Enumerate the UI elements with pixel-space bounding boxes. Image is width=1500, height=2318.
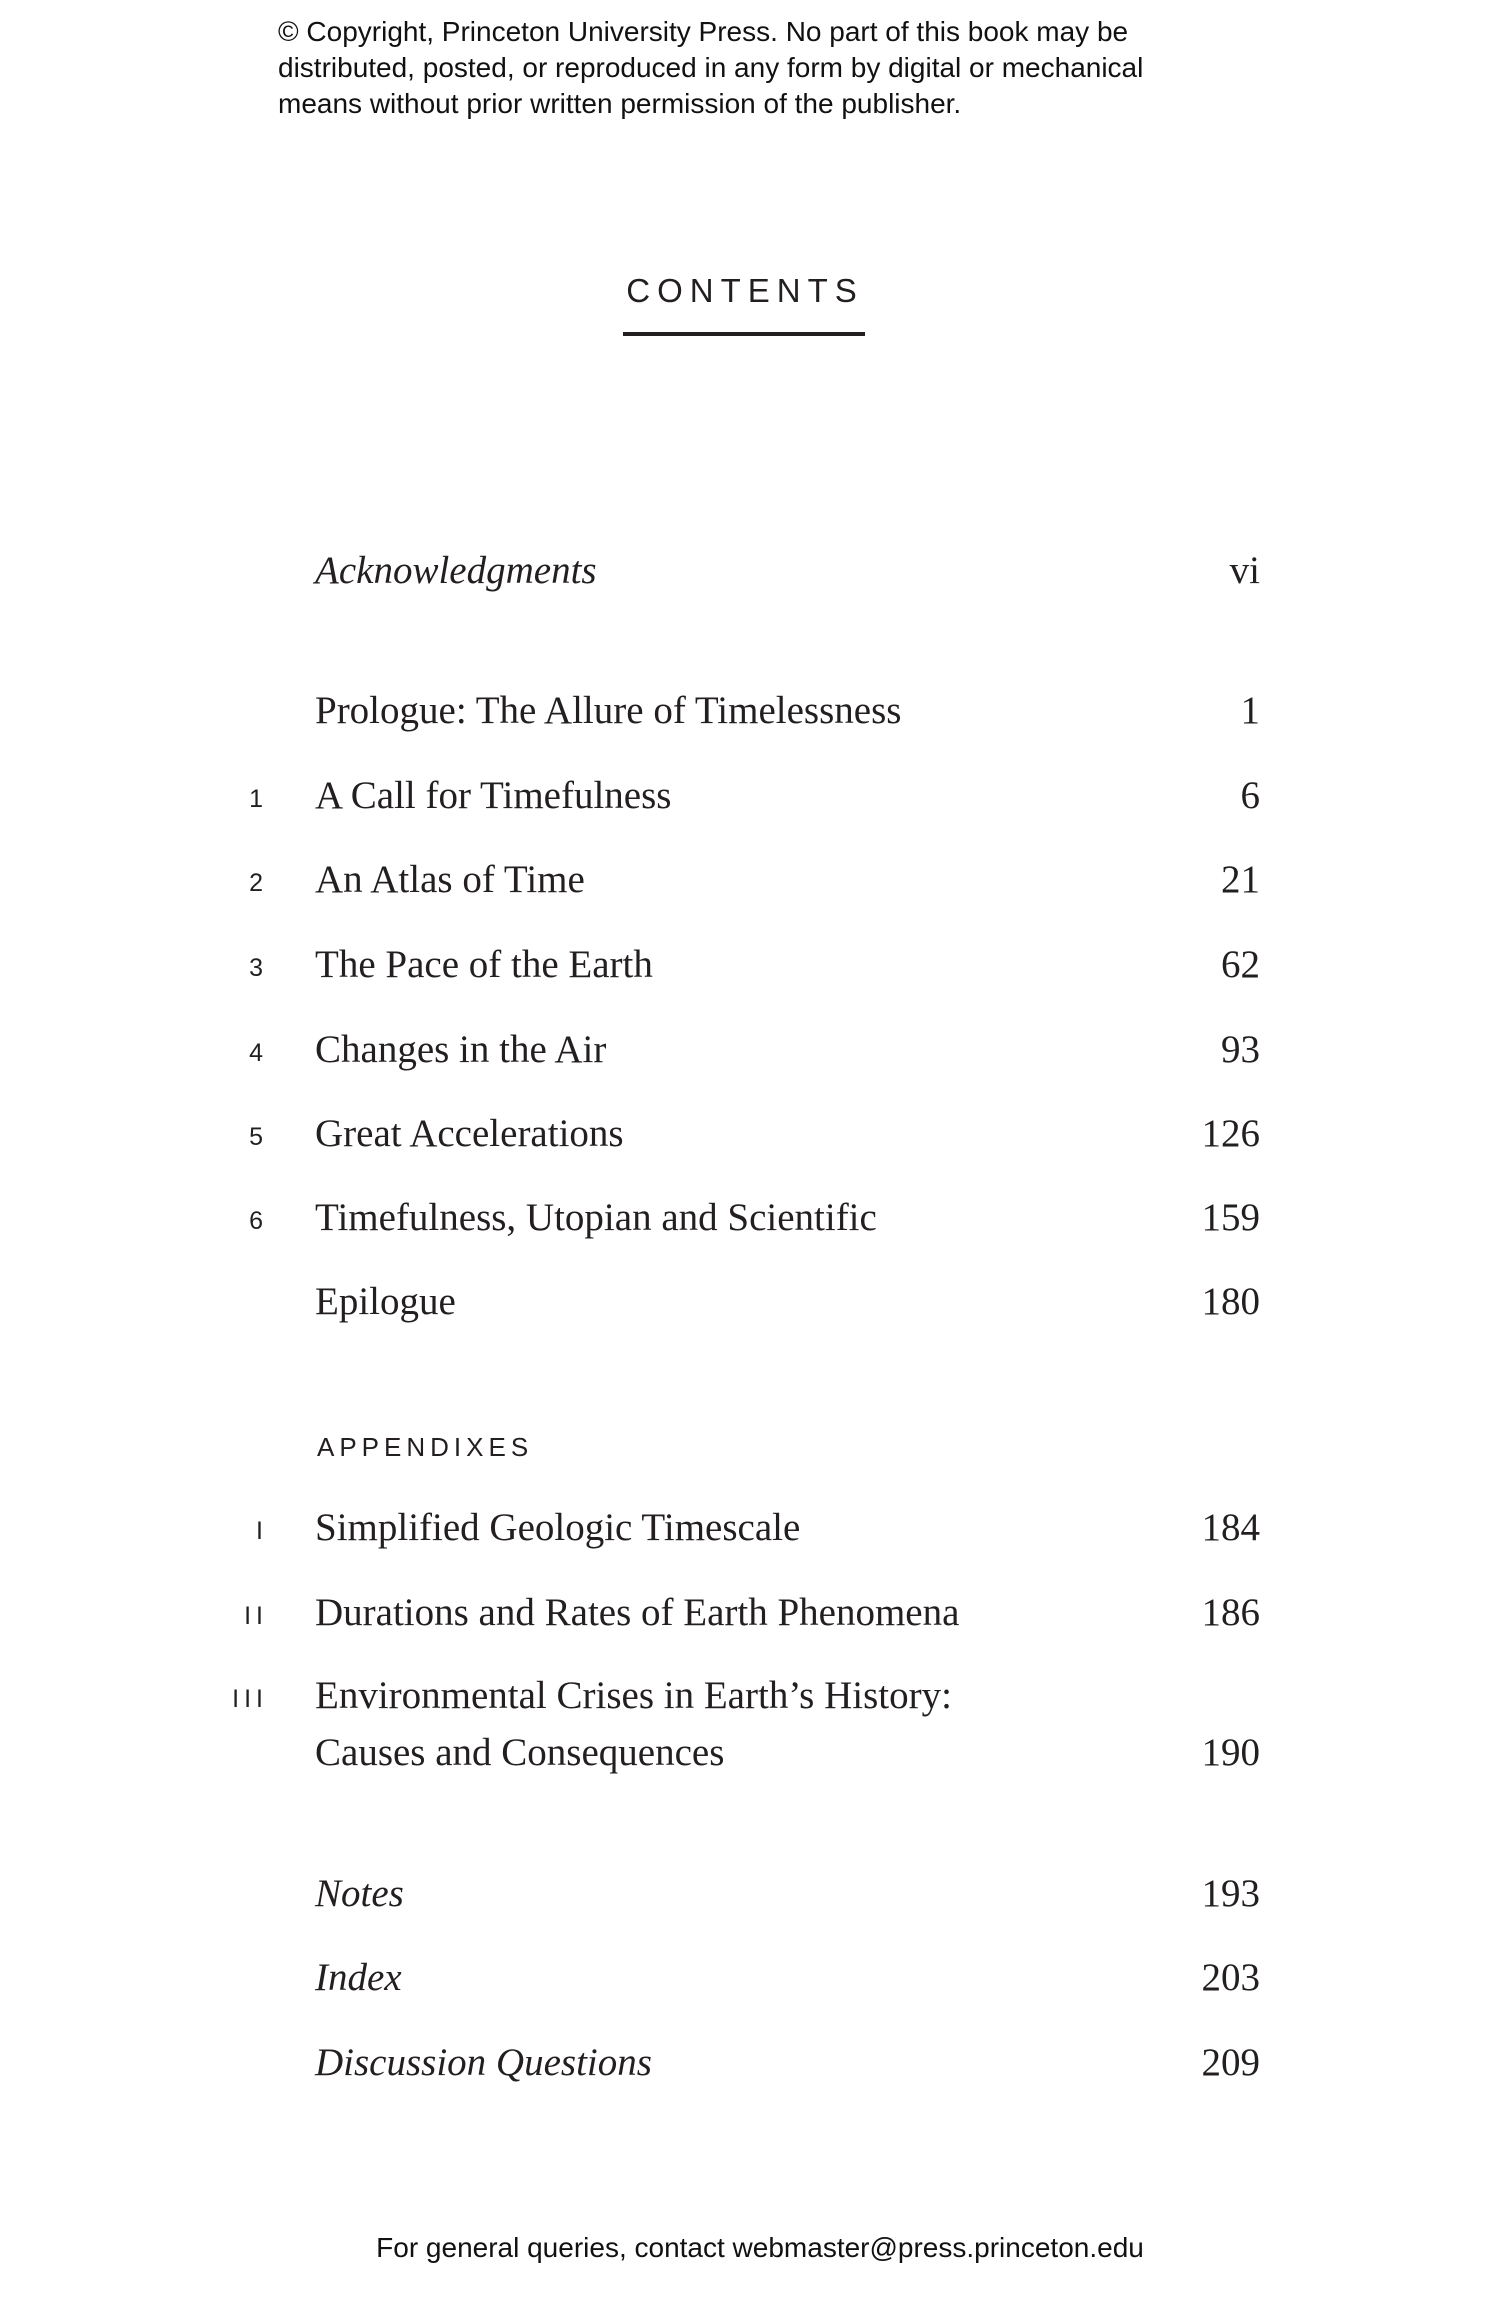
toc-entry-page: 21: [1221, 858, 1260, 901]
appendix-number: I: [256, 1517, 268, 1545]
toc-entry[interactable]: [0, 1871, 1500, 1921]
toc-entry-title: Environmental Crises in Earth’s History:: [315, 1674, 952, 1717]
appendix-number: II: [244, 1602, 268, 1630]
toc-entry[interactable]: [0, 1673, 1500, 1783]
toc-entry-page: 203: [1201, 1956, 1260, 1999]
chapter-number: 3: [249, 954, 268, 982]
toc-entry[interactable]: [0, 1027, 1500, 1077]
toc-entry[interactable]: [0, 857, 1500, 907]
toc-entry-title: The Pace of the Earth: [315, 943, 653, 986]
toc-entry-title: Timefulness, Utopian and Scientific: [315, 1196, 877, 1239]
toc-entry-title: An Atlas of Time: [315, 858, 585, 901]
toc-entry[interactable]: [0, 548, 1500, 598]
toc-entry[interactable]: [0, 1195, 1500, 1245]
toc-entry-page: 62: [1221, 943, 1260, 986]
toc-entry[interactable]: [0, 773, 1500, 823]
toc-entry-page: 190: [1201, 1731, 1260, 1774]
toc-entry-page: 126: [1201, 1112, 1260, 1155]
section-heading-appendixes: APPENDIXES: [317, 1432, 534, 1462]
chapter-number: 1: [249, 785, 268, 813]
chapter-number: 5: [249, 1123, 268, 1151]
appendix-number: III: [232, 1685, 268, 1713]
toc-entry-page: 193: [1201, 1872, 1260, 1915]
title-underline: [623, 332, 865, 336]
chapter-number: 6: [249, 1207, 268, 1235]
toc-entry[interactable]: [0, 1955, 1500, 2005]
toc-entry[interactable]: [0, 1590, 1500, 1640]
toc-entry-page: 6: [1240, 774, 1260, 817]
footer-contact: For general queries, contact webmaster@press.princeton.edu: [376, 2232, 1144, 2263]
chapter-number: 4: [249, 1039, 268, 1067]
toc-entry-title: Index: [315, 1956, 402, 1999]
toc-entry-title: Epilogue: [315, 1280, 456, 1323]
toc-entry-title: Notes: [315, 1872, 404, 1915]
toc-entry-page: 93: [1221, 1028, 1260, 1071]
toc-entry[interactable]: [0, 1505, 1500, 1555]
toc-entry-page: 186: [1201, 1591, 1260, 1634]
toc-entry-page: 209: [1201, 2041, 1260, 2084]
page-title: CONTENTS: [626, 272, 864, 309]
toc-entry-title: A Call for Timefulness: [315, 774, 672, 817]
copyright-line: © Copyright, Princeton University Press. No part of this book may be: [278, 16, 1129, 47]
toc-entry[interactable]: [0, 688, 1500, 738]
toc-entry-title-line2: Causes and Consequences: [315, 1731, 725, 1774]
toc-entry-title: Discussion Questions: [315, 2041, 652, 2084]
toc-entry-title: Great Accelerations: [315, 1112, 624, 1155]
toc-entry-page: 159: [1201, 1196, 1260, 1239]
toc-entry-title: Acknowledgments: [315, 549, 597, 592]
toc-entry-title: Prologue: The Allure of Timelessness: [315, 689, 902, 732]
toc-entry[interactable]: [0, 942, 1500, 992]
copyright-notice: [278, 14, 1278, 122]
toc-entry[interactable]: [0, 2040, 1500, 2090]
toc-entry-title: Durations and Rates of Earth Phenomena: [315, 1591, 960, 1634]
toc-entry-page: 1: [1240, 689, 1260, 732]
toc-entry[interactable]: [0, 1111, 1500, 1161]
toc-entry-page: 180: [1201, 1280, 1260, 1323]
copyright-line: means without prior written permission of the publisher.: [278, 88, 962, 119]
toc-entry-title: Changes in the Air: [315, 1028, 607, 1071]
toc-entry[interactable]: [0, 1279, 1500, 1329]
chapter-number: 2: [249, 869, 268, 897]
copyright-line: distributed, posted, or reproduced in any form by digital or mechanical: [278, 52, 1144, 83]
toc-entry-page: 184: [1201, 1506, 1260, 1549]
toc-entry-title: Simplified Geologic Timescale: [315, 1506, 801, 1549]
toc-entry-page: vi: [1229, 549, 1260, 592]
